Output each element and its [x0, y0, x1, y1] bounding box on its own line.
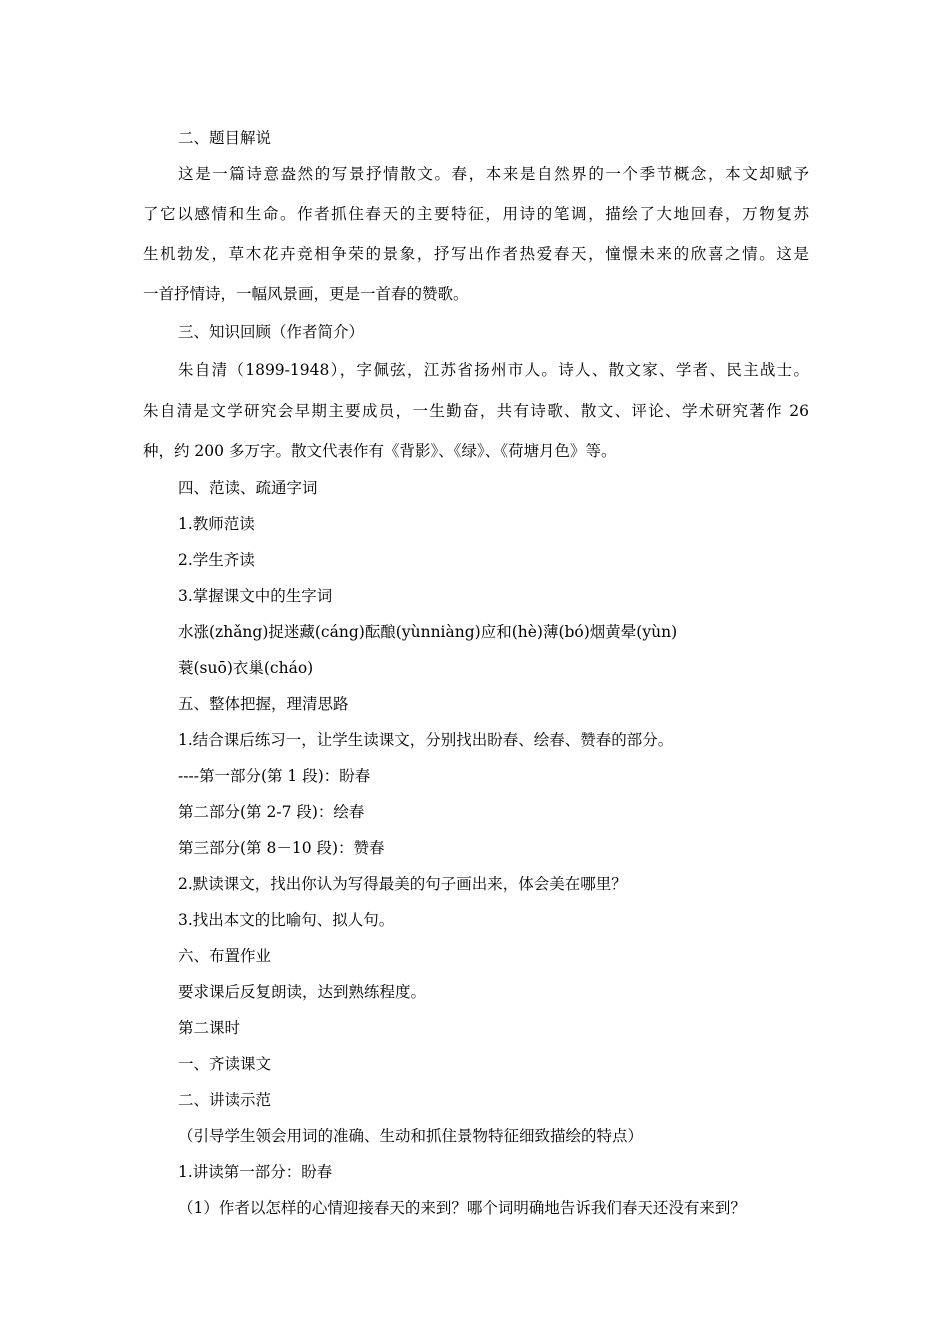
list-item: 2.学生齐读 — [178, 551, 255, 569]
question-line: （1）作者以怎样的心情迎接春天的来到？哪个词明确地告诉我们春天还没有来到？ — [178, 1199, 746, 1217]
section-heading: 二、讲读示范 — [178, 1091, 272, 1109]
paragraph-line: 种，约 200 多万字。散文代表作有《背影》、《绿》、《荷塘月色》等。 — [143, 442, 617, 460]
list-item: 3.掌握课文中的生字词 — [178, 587, 333, 605]
section-heading: 四、范读、疏通字词 — [178, 479, 318, 497]
paragraph-line: 一首抒情诗，一幅风景画，更是一首春的赞歌。 — [143, 285, 469, 303]
paragraph-line: 这是一篇诗意盎然的写景抒情散文。春，本来是自然界的一个季节概念，本文却赋予 — [178, 165, 809, 183]
section-heading: 一、齐读课文 — [178, 1055, 272, 1073]
list-item: 1.教师范读 — [178, 515, 255, 533]
paragraph-line: （引导学生领会用词的准确、生动和抓住景物特征细致描绘的特点） — [178, 1127, 644, 1145]
paragraph-line: 要求课后反复朗读，达到熟练程度。 — [178, 983, 427, 1001]
list-item: 2.默读课文，找出你认为写得最美的句子画出来，体会美在哪里？ — [178, 875, 627, 893]
paragraph-line: 朱自清（1899-1948），字佩弦，江苏省扬州市人。诗人、散文家、学者、民主战士。 — [178, 361, 809, 379]
list-item: 第二部分(第 2-7 段)：绘春 — [178, 803, 365, 821]
list-item: 第三部分(第 8－10 段)：赞春 — [178, 839, 385, 857]
section-heading: 五、整体把握，理清思路 — [178, 695, 349, 713]
section-heading: 二、题目解说 — [178, 129, 272, 147]
list-item: 1.讲读第一部分：盼春 — [178, 1163, 333, 1181]
section-heading: 六、布置作业 — [178, 947, 272, 965]
section-heading: 三、知识回顾（作者简介） — [178, 323, 365, 341]
paragraph-line: 了它以感情和生命。作者抓住春天的主要特征，用诗的笔调，描绘了大地回春，万物复苏 — [143, 205, 809, 223]
list-item: 1.结合课后练习一，让学生读课文，分别找出盼春、绘春、赞春的部分。 — [178, 731, 674, 749]
paragraph-line: 朱自清是文学研究会早期主要成员，一生勤奋，共有诗歌、散文、评论、学术研究著作 26 — [143, 402, 809, 420]
vocabulary-line: 蓑(suō)衣巢(cháo) — [178, 659, 314, 677]
vocabulary-line: 水涨(zhǎng)捉迷藏(cáng)酝酿(yùnniàng)应和(hè)薄(bó)烟黄晕(yùn) — [178, 623, 678, 641]
list-item: ----第一部分(第 1 段)：盼春 — [178, 767, 371, 785]
lesson-heading: 第二课时 — [178, 1019, 241, 1037]
paragraph-line: 生机勃发，草木花卉竞相争荣的景象，抒写出作者热爱春天，憧憬未来的欣喜之情。这是 — [143, 245, 809, 263]
list-item: 3.找出本文的比喻句、拟人句。 — [178, 911, 395, 929]
